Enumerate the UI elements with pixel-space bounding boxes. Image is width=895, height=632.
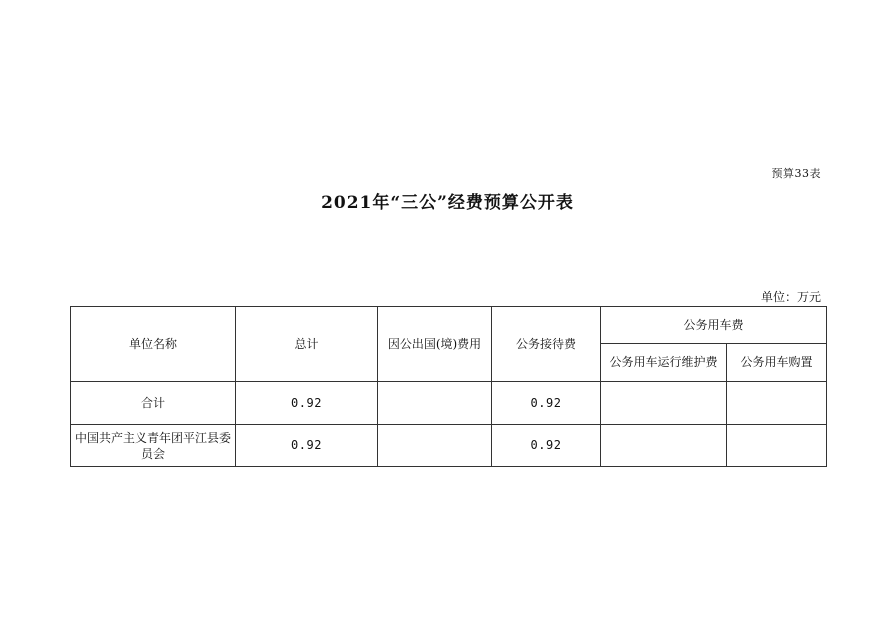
row-vehicle-operation — [601, 382, 727, 425]
row-reception: 0.92 — [492, 425, 601, 467]
table-number: 预算33表 — [771, 167, 821, 180]
table-row — [71, 425, 827, 467]
row-vehicle-operation — [601, 425, 727, 467]
header-vehicle-purchase: 公务用车购置 — [727, 344, 827, 382]
page-title: 2021年“三公”经费预算公开表 — [321, 193, 574, 213]
header-total: 总计 — [236, 307, 378, 382]
row-overseas — [378, 382, 492, 425]
header-row — [71, 307, 827, 344]
header-overseas: 因公出国(境)费用 — [378, 307, 492, 382]
table-row — [71, 382, 827, 425]
header-vehicle-group: 公务用车费 — [601, 307, 827, 344]
row-vehicle-purchase — [727, 382, 827, 425]
row-total: 0.92 — [236, 382, 378, 425]
header-unit-name: 单位名称 — [71, 307, 236, 382]
row-total: 0.92 — [236, 425, 378, 467]
header-vehicle-operation: 公务用车运行维护费 — [601, 344, 727, 382]
row-overseas — [378, 425, 492, 467]
unit-note: 单位：万元 — [760, 290, 821, 304]
row-unit-name: 合计 — [71, 382, 236, 425]
header-reception: 公务接待费 — [492, 307, 601, 382]
budget-table — [70, 306, 827, 467]
row-unit-name: 中国共产主义青年团平江县委员会 — [71, 425, 236, 467]
row-reception: 0.92 — [492, 382, 601, 425]
row-vehicle-purchase — [727, 425, 827, 467]
